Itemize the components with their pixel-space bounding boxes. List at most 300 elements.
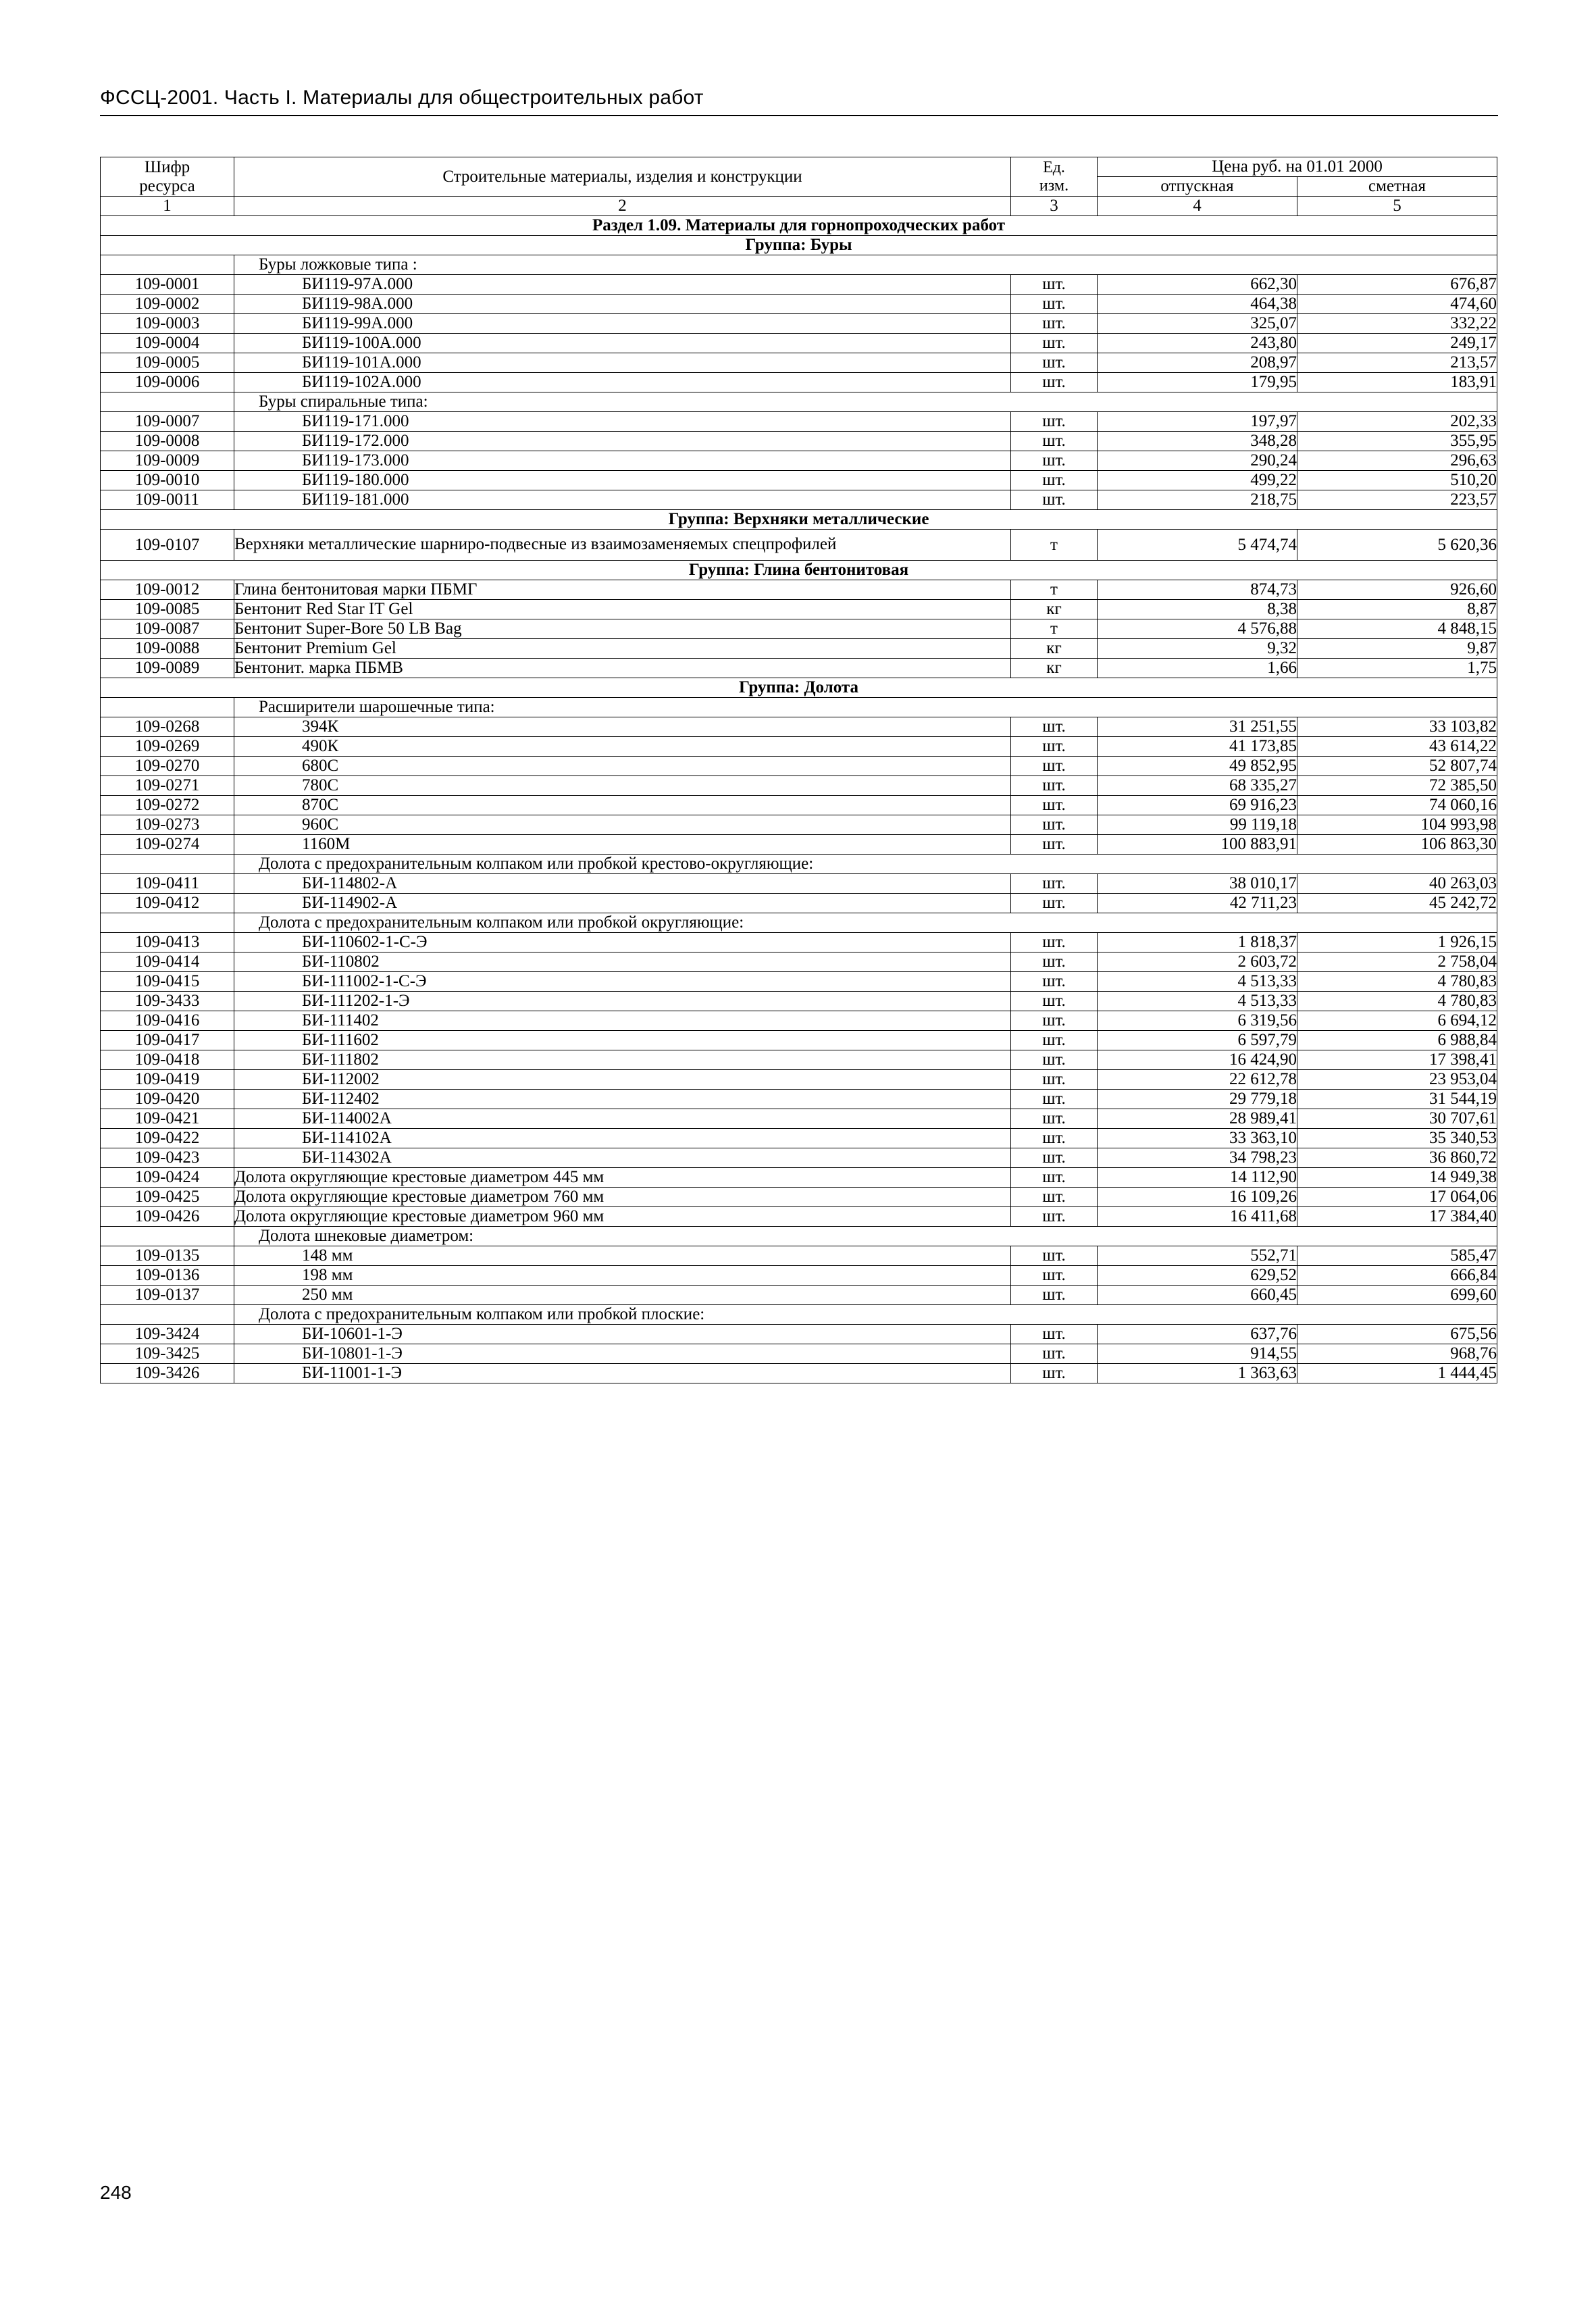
header-unit-line1: Ед. (1043, 158, 1065, 176)
price-estimate: 35 340,53 (1297, 1129, 1497, 1148)
price-estimate: 4 780,83 (1297, 992, 1497, 1011)
price-estimate: 6 694,12 (1297, 1011, 1497, 1031)
unit-of-measure: шт. (1011, 471, 1098, 490)
header-unit-line2: изм. (1039, 176, 1069, 195)
price-estimate: 666,84 (1297, 1266, 1497, 1286)
table-row (101, 1168, 1497, 1188)
price-release: 179,95 (1098, 373, 1297, 392)
price-estimate: 74 060,16 (1297, 796, 1497, 815)
unit-of-measure: шт. (1011, 952, 1098, 972)
unit-of-measure: шт. (1011, 1344, 1098, 1364)
table-row (101, 1344, 1497, 1364)
material-name: 490К (234, 737, 1011, 757)
table-row (101, 1070, 1497, 1090)
material-name: БИ-111802 (234, 1050, 1011, 1070)
subheading-code-cell (101, 1227, 234, 1246)
price-release: 325,07 (1098, 314, 1297, 334)
material-name: БИ119-171.000 (234, 412, 1011, 432)
material-name: БИ-114002А (234, 1109, 1011, 1129)
price-release: 4 513,33 (1098, 992, 1297, 1011)
table-header-row (101, 157, 1497, 177)
unit-of-measure: шт. (1011, 1266, 1098, 1286)
material-name: БИ119-172.000 (234, 432, 1011, 451)
price-release: 8,38 (1098, 600, 1297, 619)
table-row (101, 314, 1497, 334)
price-release: 16 109,26 (1098, 1188, 1297, 1207)
table-row (101, 835, 1497, 855)
resource-code: 109-0274 (101, 835, 234, 855)
unit-of-measure: шт. (1011, 1286, 1098, 1305)
table-row (101, 776, 1497, 796)
price-release: 874,73 (1098, 580, 1297, 600)
resource-code: 109-3425 (101, 1344, 234, 1364)
price-release: 69 916,23 (1098, 796, 1297, 815)
resource-code: 109-0012 (101, 580, 234, 600)
price-release: 31 251,55 (1098, 717, 1297, 737)
table-row (101, 600, 1497, 619)
material-name: 394К (234, 717, 1011, 737)
unit-of-measure: шт. (1011, 412, 1098, 432)
unit-of-measure: шт. (1011, 1207, 1098, 1227)
table-row (101, 334, 1497, 353)
unit-of-measure: шт. (1011, 1364, 1098, 1383)
unit-of-measure: шт. (1011, 353, 1098, 373)
subheading-code-cell (101, 913, 234, 933)
table-row (101, 1109, 1497, 1129)
unit-of-measure: шт. (1011, 1129, 1098, 1148)
material-name: БИ119-101А.000 (234, 353, 1011, 373)
price-estimate: 926,60 (1297, 580, 1497, 600)
group-title: Группа: Глина бентонитовая (101, 561, 1497, 580)
material-name: 680С (234, 757, 1011, 776)
price-release: 5 474,74 (1098, 530, 1297, 561)
material-name: БИ-111402 (234, 1011, 1011, 1031)
material-name: Долота округляющие крестовые диаметром 960 мм (234, 1207, 1011, 1227)
price-estimate: 1 444,45 (1297, 1364, 1497, 1383)
price-release: 243,80 (1098, 334, 1297, 353)
resource-code: 109-0412 (101, 894, 234, 913)
price-release: 16 411,68 (1098, 1207, 1297, 1227)
resource-code: 109-0424 (101, 1168, 234, 1188)
price-release: 9,32 (1098, 639, 1297, 659)
unit-of-measure: шт. (1011, 1168, 1098, 1188)
resource-code: 109-0088 (101, 639, 234, 659)
material-name: БИ119-97А.000 (234, 275, 1011, 295)
table-row (101, 796, 1497, 815)
unit-of-measure: кг (1011, 600, 1098, 619)
price-release: 4 513,33 (1098, 972, 1297, 992)
price-release: 662,30 (1098, 275, 1297, 295)
subheading-row (101, 913, 1497, 933)
unit-of-measure: т (1011, 619, 1098, 639)
price-estimate: 675,56 (1297, 1325, 1497, 1344)
resource-code: 109-0136 (101, 1266, 234, 1286)
table-row (101, 275, 1497, 295)
table-row (101, 451, 1497, 471)
table-row (101, 1090, 1497, 1109)
price-estimate: 104 993,98 (1297, 815, 1497, 835)
resource-code: 109-0272 (101, 796, 234, 815)
unit-of-measure: шт. (1011, 295, 1098, 314)
subheading-label: Долота с предохранительным колпаком или пробкой округляющие: (234, 913, 1497, 933)
header-code-line2: ресурса (139, 176, 195, 195)
resource-code: 109-0107 (101, 530, 234, 561)
material-name: 198 мм (234, 1266, 1011, 1286)
resource-code: 109-0087 (101, 619, 234, 639)
price-release: 208,97 (1098, 353, 1297, 373)
resource-code: 109-0414 (101, 952, 234, 972)
table-row (101, 757, 1497, 776)
unit-of-measure: кг (1011, 639, 1098, 659)
material-name: БИ119-98А.000 (234, 295, 1011, 314)
unit-of-measure: т (1011, 580, 1098, 600)
material-name: БИ-10801-1-Э (234, 1344, 1011, 1364)
price-estimate: 17 398,41 (1297, 1050, 1497, 1070)
price-estimate: 52 807,74 (1297, 757, 1497, 776)
resource-code: 109-0005 (101, 353, 234, 373)
price-release: 660,45 (1098, 1286, 1297, 1305)
header-cell-unit (1011, 157, 1098, 197)
price-estimate: 36 860,72 (1297, 1148, 1497, 1168)
unit-of-measure: шт. (1011, 776, 1098, 796)
table-row (101, 1031, 1497, 1050)
subheading-label: Расширители шарошечные типа: (234, 698, 1497, 717)
unit-of-measure: шт. (1011, 490, 1098, 510)
price-release: 1,66 (1098, 659, 1297, 678)
resource-code: 109-0004 (101, 334, 234, 353)
table-row (101, 1050, 1497, 1070)
price-estimate: 72 385,50 (1297, 776, 1497, 796)
price-estimate: 223,57 (1297, 490, 1497, 510)
material-name: 148 мм (234, 1246, 1011, 1266)
material-name: БИ-111202-1-Э (234, 992, 1011, 1011)
subheading-row (101, 392, 1497, 412)
table-row (101, 580, 1497, 600)
unit-of-measure: шт. (1011, 894, 1098, 913)
price-release: 464,38 (1098, 295, 1297, 314)
table-row (101, 1286, 1497, 1305)
price-release: 6 319,56 (1098, 1011, 1297, 1031)
table-row (101, 432, 1497, 451)
material-name: БИ-110602-1-С-Э (234, 933, 1011, 952)
unit-of-measure: шт. (1011, 314, 1098, 334)
subheading-row (101, 855, 1497, 874)
resource-code: 109-3424 (101, 1325, 234, 1344)
unit-of-measure: шт. (1011, 1325, 1098, 1344)
price-estimate: 5 620,36 (1297, 530, 1497, 561)
table-row (101, 952, 1497, 972)
table-row (101, 490, 1497, 510)
resource-code: 109-0411 (101, 874, 234, 894)
resource-code: 109-0007 (101, 412, 234, 432)
price-estimate: 4 848,15 (1297, 619, 1497, 639)
price-estimate: 31 544,19 (1297, 1090, 1497, 1109)
unit-of-measure: шт. (1011, 835, 1098, 855)
subheading-row (101, 1227, 1497, 1246)
resource-code: 109-0137 (101, 1286, 234, 1305)
unit-of-measure: шт. (1011, 933, 1098, 952)
material-name: БИ-111602 (234, 1031, 1011, 1050)
subheading-row (101, 698, 1497, 717)
group-title-row (101, 561, 1497, 580)
price-estimate: 30 707,61 (1297, 1109, 1497, 1129)
price-estimate: 202,33 (1297, 412, 1497, 432)
table-row (101, 639, 1497, 659)
table-row (101, 1148, 1497, 1168)
resource-code: 109-0011 (101, 490, 234, 510)
price-estimate: 8,87 (1297, 600, 1497, 619)
price-estimate: 510,20 (1297, 471, 1497, 490)
material-name: 870С (234, 796, 1011, 815)
price-release: 42 711,23 (1098, 894, 1297, 913)
table-row (101, 874, 1497, 894)
colnum-3: 3 (1011, 197, 1098, 216)
subheading-label: Долота шнековые диаметром: (234, 1227, 1497, 1246)
resource-code: 109-0419 (101, 1070, 234, 1090)
price-release: 33 363,10 (1098, 1129, 1297, 1148)
resource-code: 109-0008 (101, 432, 234, 451)
subheading-label: Буры ложковые типа : (234, 255, 1497, 275)
price-release: 6 597,79 (1098, 1031, 1297, 1050)
material-name: Бентонит Premium Gel (234, 639, 1011, 659)
subheading-row (101, 1305, 1497, 1325)
price-estimate: 1,75 (1297, 659, 1497, 678)
table-row (101, 1246, 1497, 1266)
header-cell-price: Цена руб. на 01.01 2000 (1098, 157, 1497, 177)
resource-code: 109-0418 (101, 1050, 234, 1070)
price-estimate: 17 064,06 (1297, 1188, 1497, 1207)
material-name: БИ-10601-1-Э (234, 1325, 1011, 1344)
table-row (101, 1266, 1497, 1286)
material-name: 960С (234, 815, 1011, 835)
price-estimate: 40 263,03 (1297, 874, 1497, 894)
page-number: 248 (100, 2182, 132, 2203)
price-release: 914,55 (1098, 1344, 1297, 1364)
resource-code: 109-0422 (101, 1129, 234, 1148)
unit-of-measure: шт. (1011, 796, 1098, 815)
header-cell-price-release: отпускная (1098, 177, 1297, 197)
material-name: Долота округляющие крестовые диаметром 760 мм (234, 1188, 1011, 1207)
unit-of-measure: т (1011, 530, 1098, 561)
price-estimate: 2 758,04 (1297, 952, 1497, 972)
table-row (101, 894, 1497, 913)
resource-code: 109-0135 (101, 1246, 234, 1266)
resource-code: 109-0089 (101, 659, 234, 678)
table-row (101, 353, 1497, 373)
table-row (101, 1364, 1497, 1383)
unit-of-measure: шт. (1011, 1050, 1098, 1070)
resource-code: 109-0420 (101, 1090, 234, 1109)
price-release: 1 363,63 (1098, 1364, 1297, 1383)
material-name: БИ-114802-А (234, 874, 1011, 894)
price-estimate: 33 103,82 (1297, 717, 1497, 737)
price-release: 28 989,41 (1098, 1109, 1297, 1129)
table-row (101, 1325, 1497, 1344)
price-release: 100 883,91 (1098, 835, 1297, 855)
resource-code: 109-0001 (101, 275, 234, 295)
material-name: Бентонит. марка ПБМВ (234, 659, 1011, 678)
unit-of-measure: шт. (1011, 717, 1098, 737)
price-release: 16 424,90 (1098, 1050, 1297, 1070)
resource-code: 109-0270 (101, 757, 234, 776)
table-body (101, 216, 1497, 1383)
price-release: 629,52 (1098, 1266, 1297, 1286)
price-release: 22 612,78 (1098, 1070, 1297, 1090)
material-name: БИ119-102А.000 (234, 373, 1011, 392)
material-name: 250 мм (234, 1286, 1011, 1305)
resource-code: 109-0010 (101, 471, 234, 490)
header-divider (100, 115, 1498, 116)
price-release: 2 603,72 (1098, 952, 1297, 972)
price-estimate: 296,63 (1297, 451, 1497, 471)
resource-code: 109-0006 (101, 373, 234, 392)
price-estimate: 699,60 (1297, 1286, 1497, 1305)
price-release: 637,76 (1098, 1325, 1297, 1344)
resource-code: 109-0271 (101, 776, 234, 796)
table-row (101, 471, 1497, 490)
price-estimate: 45 242,72 (1297, 894, 1497, 913)
unit-of-measure: шт. (1011, 1031, 1098, 1050)
table-row (101, 619, 1497, 639)
colnum-1: 1 (101, 197, 234, 216)
group-title: Группа: Долота (101, 678, 1497, 698)
price-estimate: 676,87 (1297, 275, 1497, 295)
table-row (101, 1188, 1497, 1207)
material-name: Бентонит Super-Bore 50 LB Bag (234, 619, 1011, 639)
unit-of-measure: шт. (1011, 874, 1098, 894)
table-head (101, 157, 1497, 216)
resource-code: 109-0417 (101, 1031, 234, 1050)
price-release: 34 798,23 (1098, 1148, 1297, 1168)
unit-of-measure: шт. (1011, 1070, 1098, 1090)
price-estimate: 23 953,04 (1297, 1070, 1497, 1090)
table-row (101, 933, 1497, 952)
material-name: БИ119-181.000 (234, 490, 1011, 510)
resource-code: 109-3426 (101, 1364, 234, 1383)
subheading-label: Долота с предохранительным колпаком или пробкой крестово-округляющие: (234, 855, 1497, 874)
colnum-2: 2 (234, 197, 1011, 216)
price-release: 218,75 (1098, 490, 1297, 510)
table-row (101, 992, 1497, 1011)
unit-of-measure: шт. (1011, 1246, 1098, 1266)
table-row (101, 659, 1497, 678)
unit-of-measure: шт. (1011, 737, 1098, 757)
price-estimate: 43 614,22 (1297, 737, 1497, 757)
subheading-code-cell (101, 855, 234, 874)
material-name: Долота округляющие крестовые диаметром 445 мм (234, 1168, 1011, 1188)
price-release: 41 173,85 (1098, 737, 1297, 757)
material-name: БИ-114102А (234, 1129, 1011, 1148)
resource-code: 109-0009 (101, 451, 234, 471)
material-name: 1160М (234, 835, 1011, 855)
header-cell-price-estimate: сметная (1297, 177, 1497, 197)
header-title: ФССЦ-2001. Часть I. Материалы для общестроительных работ (100, 86, 704, 109)
subheading-code-cell (101, 255, 234, 275)
resource-code: 109-0416 (101, 1011, 234, 1031)
section-title-row (101, 216, 1497, 236)
price-estimate: 355,95 (1297, 432, 1497, 451)
colnum-5: 5 (1297, 197, 1497, 216)
material-name: 780С (234, 776, 1011, 796)
material-name: БИ-114902-А (234, 894, 1011, 913)
material-name: БИ119-173.000 (234, 451, 1011, 471)
unit-of-measure: шт. (1011, 432, 1098, 451)
material-name: БИ119-100А.000 (234, 334, 1011, 353)
unit-of-measure: шт. (1011, 1188, 1098, 1207)
table-row (101, 412, 1497, 432)
subheading-code-cell (101, 392, 234, 412)
resource-code: 109-0415 (101, 972, 234, 992)
table-row (101, 815, 1497, 835)
subheading-code-cell (101, 1305, 234, 1325)
price-estimate: 4 780,83 (1297, 972, 1497, 992)
colnum-4: 4 (1098, 197, 1297, 216)
table-row (101, 1129, 1497, 1148)
unit-of-measure: шт. (1011, 815, 1098, 835)
price-release: 99 119,18 (1098, 815, 1297, 835)
material-name: БИ-11001-1-Э (234, 1364, 1011, 1383)
material-name: БИ119-99А.000 (234, 314, 1011, 334)
resource-code: 109-0085 (101, 600, 234, 619)
resource-code: 109-0421 (101, 1109, 234, 1129)
resource-code: 109-0425 (101, 1188, 234, 1207)
price-table-container (100, 157, 1497, 1383)
resource-code: 109-0413 (101, 933, 234, 952)
price-estimate: 968,76 (1297, 1344, 1497, 1364)
group-title-row (101, 510, 1497, 530)
unit-of-measure: шт. (1011, 992, 1098, 1011)
header-cell-code (101, 157, 234, 197)
unit-of-measure: кг (1011, 659, 1098, 678)
price-estimate: 17 384,40 (1297, 1207, 1497, 1227)
resource-code: 109-0273 (101, 815, 234, 835)
price-release: 4 576,88 (1098, 619, 1297, 639)
unit-of-measure: шт. (1011, 972, 1098, 992)
material-name: БИ-111002-1-С-Э (234, 972, 1011, 992)
resource-code: 109-0423 (101, 1148, 234, 1168)
unit-of-measure: шт. (1011, 334, 1098, 353)
group-title: Группа: Верхняки металлические (101, 510, 1497, 530)
price-estimate: 14 949,38 (1297, 1168, 1497, 1188)
table-row (101, 972, 1497, 992)
material-name: БИ-114302А (234, 1148, 1011, 1168)
unit-of-measure: шт. (1011, 1109, 1098, 1129)
price-table (100, 157, 1497, 1383)
price-release: 38 010,17 (1098, 874, 1297, 894)
table-row (101, 530, 1497, 561)
price-estimate: 6 988,84 (1297, 1031, 1497, 1050)
resource-code: 109-0269 (101, 737, 234, 757)
unit-of-measure: шт. (1011, 1148, 1098, 1168)
material-name: Бентонит Red Star IT Gel (234, 600, 1011, 619)
table-row (101, 1207, 1497, 1227)
group-title: Группа: Буры (101, 236, 1497, 255)
unit-of-measure: шт. (1011, 1011, 1098, 1031)
price-estimate: 332,22 (1297, 314, 1497, 334)
price-release: 49 852,95 (1098, 757, 1297, 776)
unit-of-measure: шт. (1011, 757, 1098, 776)
unit-of-measure: шт. (1011, 373, 1098, 392)
price-release: 68 335,27 (1098, 776, 1297, 796)
table-row (101, 1011, 1497, 1031)
price-release: 1 818,37 (1098, 933, 1297, 952)
subheading-label: Долота с предохранительным колпаком или пробкой плоские: (234, 1305, 1497, 1325)
price-release: 499,22 (1098, 471, 1297, 490)
price-estimate: 474,60 (1297, 295, 1497, 314)
table-column-number-row (101, 197, 1497, 216)
price-release: 14 112,90 (1098, 1168, 1297, 1188)
material-name: БИ-112402 (234, 1090, 1011, 1109)
